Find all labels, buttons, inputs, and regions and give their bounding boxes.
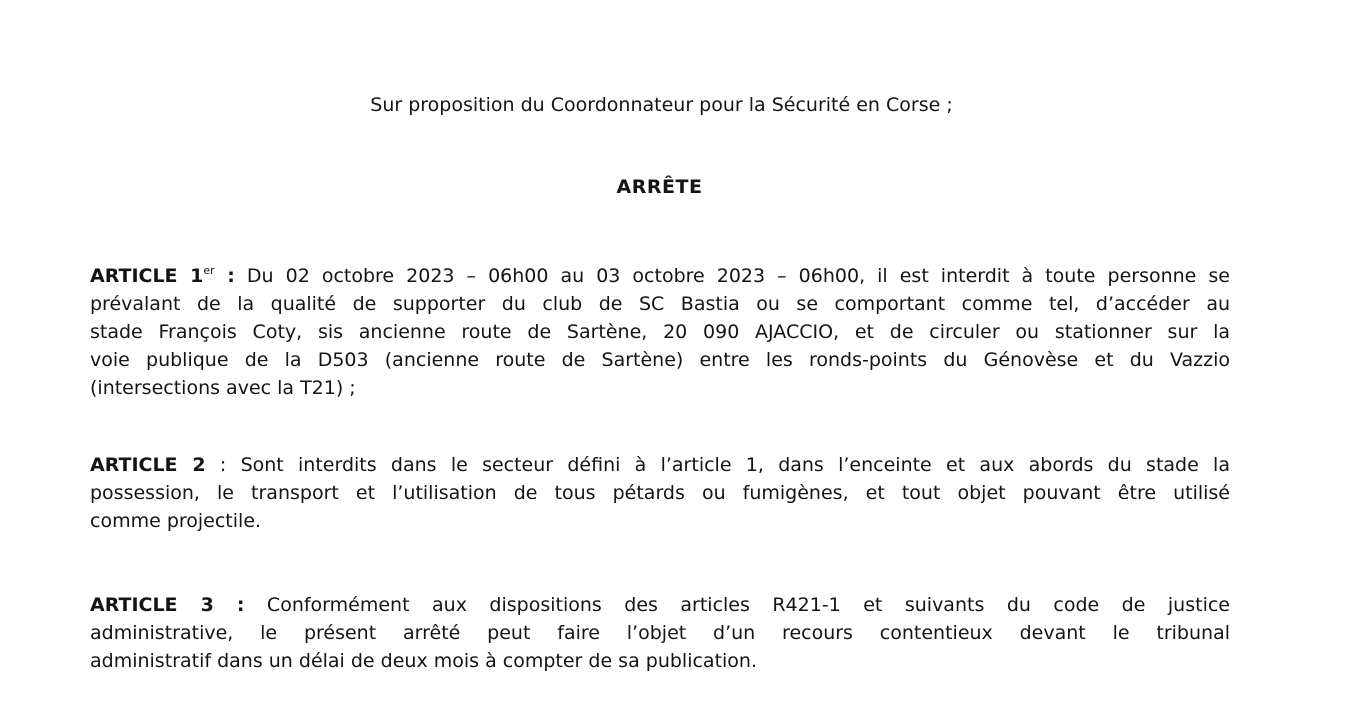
article-1-label-sup: er bbox=[203, 264, 215, 277]
article-3 bbox=[90, 591, 1230, 675]
article-3-line-3: administratif dans un délai de deux mois à compter de sa publication. bbox=[90, 650, 758, 672]
article-2-line-2: possession, le transport et l’utilisation de tous pétards ou fumigènes, et tout objet pouvant être utilisé bbox=[90, 482, 1230, 504]
article-1-line-1: ARTICLE 1er : Du 02 octobre 2023 – 06h00 au 03 octobre 2023 – 06h00, il est interdit à toute personne se bbox=[90, 264, 1230, 287]
article-1 bbox=[90, 257, 1230, 402]
article-2-label: ARTICLE 2 bbox=[90, 454, 206, 476]
article-1-line-4: voie publique de la D503 (ancienne route de Sartène) entre les ronds-points du Génovèse et du Vazzio bbox=[90, 349, 1230, 371]
article-3-line-2: administrative, le présent arrêté peut faire l’objet d’un recours contentieux devant le tribunal bbox=[90, 622, 1230, 644]
article-3-label: ARTICLE 3 : bbox=[90, 594, 245, 616]
article-3-line-1: ARTICLE 3 : Conformément aux dispositions des articles R421-1 et suivants du code de justice bbox=[90, 594, 1230, 616]
article-1-line-5: (intersections avec la T21) ; bbox=[90, 377, 356, 399]
article-2-line-3: comme projectile. bbox=[90, 510, 262, 532]
decree-title: ARRÊTE bbox=[616, 176, 703, 198]
article-2-line-1: ARTICLE 2 : Sont interdits dans le secteur défini à l’article 1, dans l’enceinte et aux abords du stade la bbox=[90, 454, 1230, 476]
article-2 bbox=[90, 451, 1230, 535]
intro-text: Sur proposition du Coordonnateur pour la Sécurité en Corse ; bbox=[370, 94, 953, 116]
article-1-line-3: stade François Coty, sis ancienne route de Sartène, 20 090 AJACCIO, et de circuler ou stationner sur la bbox=[90, 321, 1230, 343]
article-1-line-2: prévalant de la qualité de supporter du club de SC Bastia ou se comportant comme tel, d’accéder au bbox=[90, 293, 1230, 315]
article-1-label: ARTICLE 1er : bbox=[90, 264, 235, 287]
